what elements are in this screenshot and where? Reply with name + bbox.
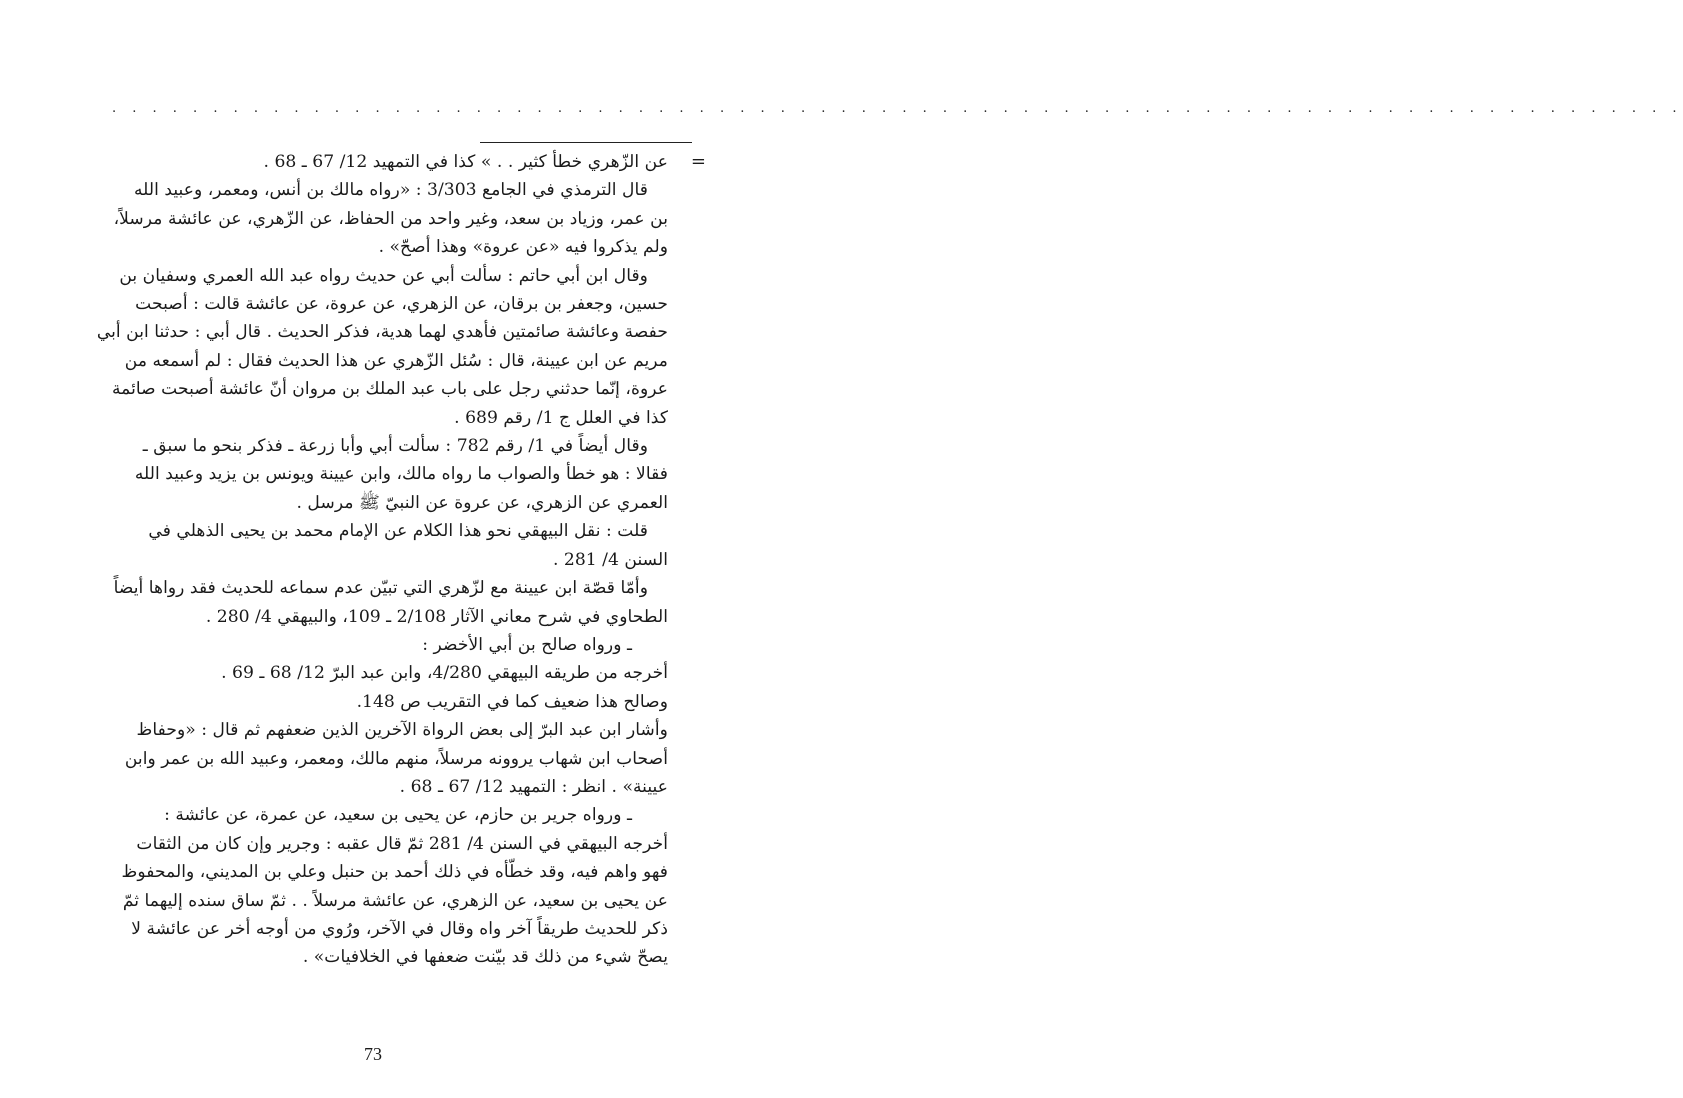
text-line: العمري عن الزهري، عن عروة عن النبيّ ﷺ مرسل . (296, 492, 668, 513)
text-line: كذا في العلل ج 1/ رقم 689 . (454, 407, 668, 428)
text-line: وأشار ابن عبد البرّ إلى بعض الرواة الآخرين الذين ضعفهم ثم قال : «وحفاظ (136, 720, 668, 741)
text-line: أخرجه البيهقي في السنن 4/ 281 ثمّ قال عقبه : وجرير وإن كان من الثقات (136, 833, 668, 854)
text-line: عروة، إنّما حدثني رجل على باب عبد الملك بن مروان أنّ عائشة أصبحت صائمة (111, 379, 668, 400)
text-line: عن الزّهري خطأ كثير . . » كذا في التمهيد 12/ 67 ـ 68 . (263, 152, 668, 172)
text-line: فهو واهم فيه، وقد خطّأه في ذلك أحمد بن حنبل وعلي بن المديني، والمحفوظ (121, 862, 668, 883)
text-line: السنن 4/ 281 . (552, 549, 668, 570)
text-line: وقال أيضاً في 1/ رقم 782 : سألت أبي وأبا زرعة ـ فذكر بنحو ما سبق ـ (142, 436, 648, 457)
footnote-rule (480, 142, 692, 143)
text-line: ـ ورواه جرير بن حازم، عن يحيى بن سعيد، عن عمرة، عن عائشة : (164, 805, 632, 826)
text-line: وأمّا قصّة ابن عيينة مع لزّهري التي تبيّن عدم سماعه للحديث فقد رواها أيضاً (113, 578, 648, 599)
text-line: فقالا : هو خطأ والصواب ما رواه مالك، وابن عيينة ويونس بن يزيد وعبيد الله (134, 464, 668, 485)
text-line: مريم عن ابن عيينة، قال : سُئل الزّهري عن هذا الحديث فقال : لم أسمعه من (124, 350, 668, 371)
text-line: وصالح هذا ضعيف كما في التقريب ص 148. (356, 691, 668, 712)
text-line: قال الترمذي في الجامع 3/303 : «رواه مالك بن أنس، ومعمر، وعبيد الله (133, 180, 648, 201)
page-number: 73 (364, 1044, 382, 1064)
dotted-separator: . . . . . . . . . . . . . . . . . . . . . . . . . . . . . . . . . . . . . . . . . . . . . . . . . . . . . . . . . . . . . . . . . . . . . . . . . . . . . . (112, 101, 1683, 116)
text-line: وقال ابن أبي حاتم : سألت أبي عن حديث رواه عبد الله العمري وسفيان بن (119, 265, 648, 286)
text-line: ـ ورواه صالح بن أبي الأخضر : (422, 634, 632, 655)
text-line: عن يحيى بن سعيد، عن الزهري، عن عائشة مرسلاً . . ثمّ ساق سنده إليهما ثمّ (122, 890, 668, 911)
text-line: بن عمر، وزياد بن سعد، وغير واحد من الحفاظ، عن الزّهري، عن عائشة مرسلاً، (113, 208, 668, 229)
text-line: عيينة» . انظر : التمهيد 12/ 67 ـ 68 . (399, 776, 668, 797)
text-line: أصحاب ابن شهاب يروونه مرسلاً، منهم مالك، ومعمر، وعبيد الله بن عمر وابن (124, 748, 668, 769)
text-line: يصحّ شيء من ذلك قد بيّنت ضعفها في الخلافيات» . (302, 947, 668, 968)
footnote-text (86, 148, 668, 972)
text-line: ولم يذكروا فيه «عن عروة» وهذا أصحّ» . (378, 237, 668, 258)
text-line: أخرجه من طريقه البيهقي 4/280، وابن عبد البرّ 12/ 68 ـ 69 . (221, 663, 668, 684)
text-line: الطحاوي في شرح معاني الآثار 2/108 ـ 109، والبيهقي 4/ 280 . (205, 606, 668, 627)
text-line: قلت : نقل البيهقي نحو هذا الكلام عن الإمام محمد بن يحيى الذهلي في (148, 521, 648, 542)
text-line: ذكر للحديث طريقاً آخر واه وقال في الآخر، ورُوي من أوجه أخر عن عائشة لا (131, 918, 668, 939)
continuation-marker: = (690, 151, 706, 172)
text-line: حسين، وجعفر بن برقان، عن الزهري، عن عروة، عن عائشة قالت : أصبحت (135, 294, 668, 315)
text-line: حفصة وعائشة صائمتين فأهدي لهما هدية، فذكر الحديث . قال أبي : حدثنا ابن أبي (96, 322, 668, 343)
